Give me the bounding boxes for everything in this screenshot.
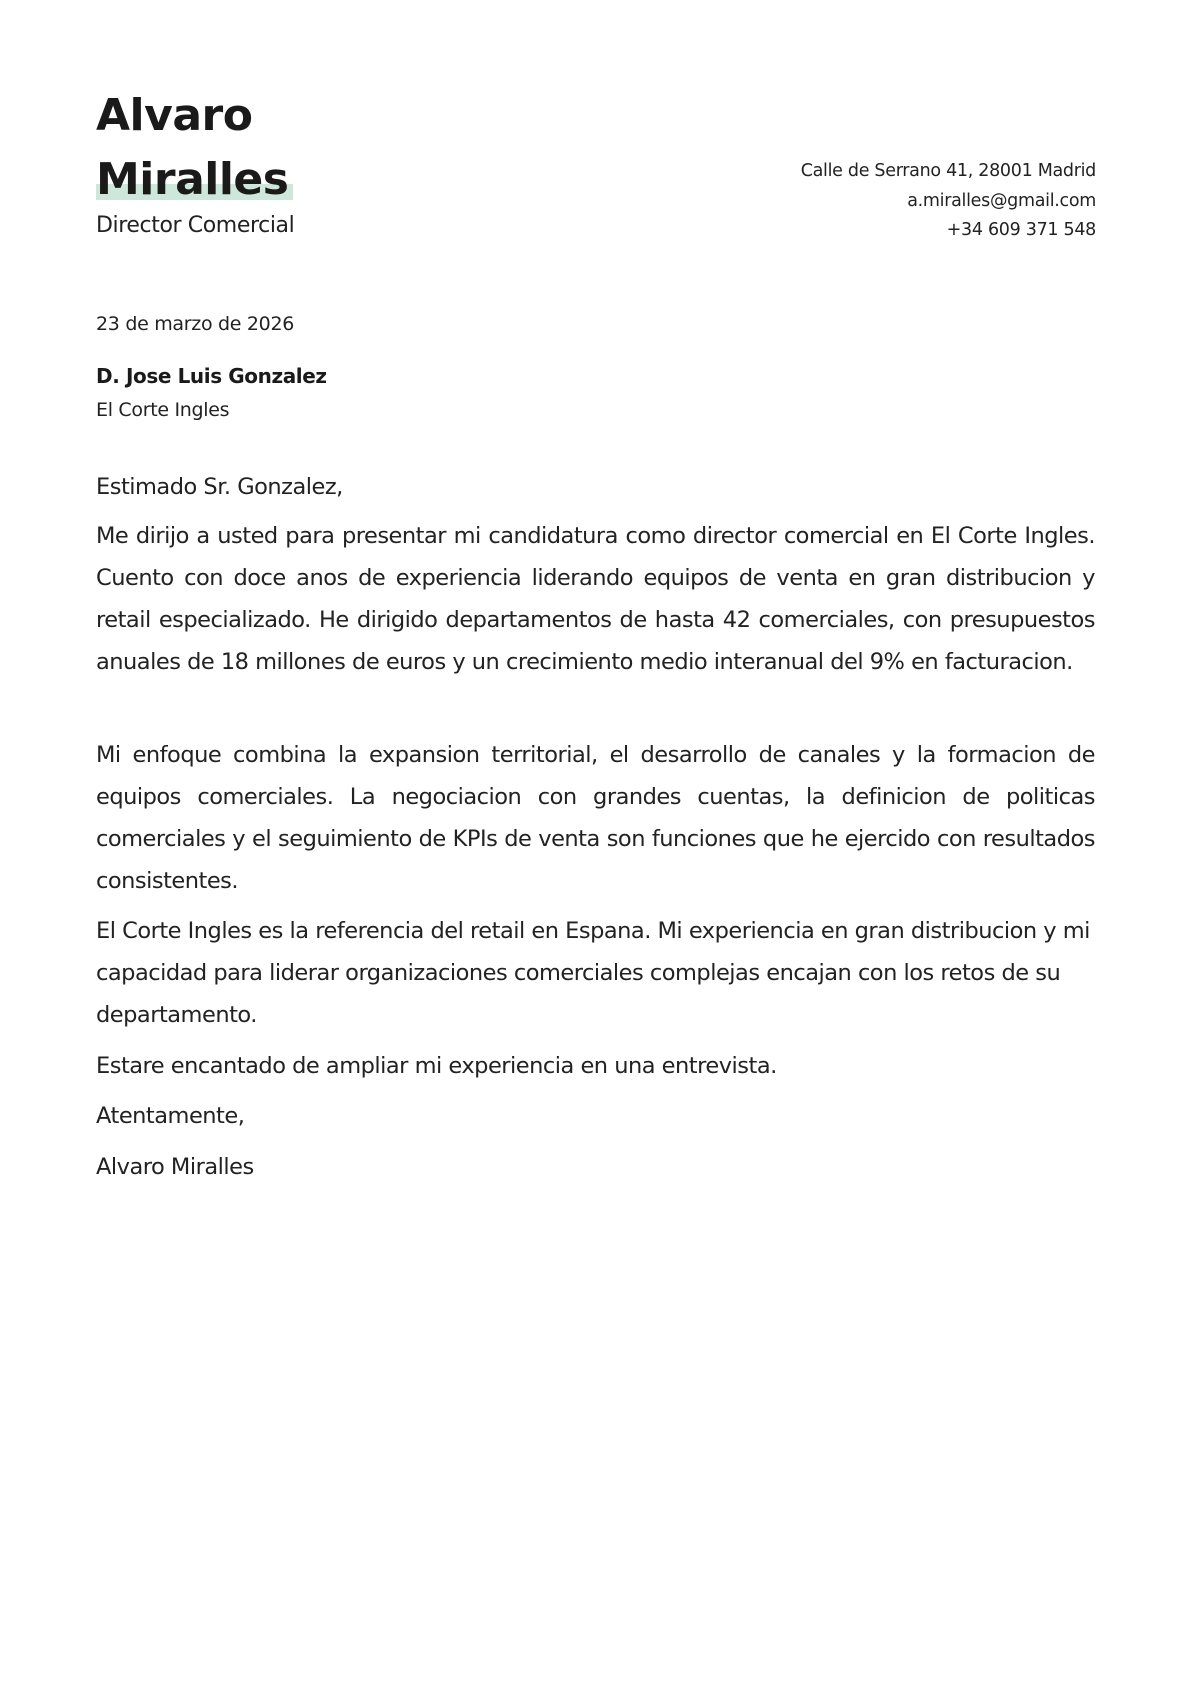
contact-phone: +34 609 371 548 xyxy=(946,220,1096,240)
contact-email: a.miralles@gmail.com xyxy=(907,190,1096,211)
recipient-company: El Corte Ingles xyxy=(96,399,230,421)
recipient-name: D. Jose Luis Gonzalez xyxy=(96,364,327,388)
paragraph-3: El Corte Ingles es la referencia del retail en Espana. Mi experiencia en gran distribucion y mi capacidad para liderar organizaciones comerciales complejas encajan con los retos de su departamento. xyxy=(96,918,1090,1028)
last-name: Miralles xyxy=(96,154,289,205)
last-name-wrap xyxy=(96,148,288,212)
paragraph-2: Mi enfoque combina la expansion territorial, el desarrollo de canales y la formacion de equipos comerciales. La negociacion con grandes cuentas, la definicion de politicas comerciales y el seguimiento de KPIs de venta son funciones que he ejercido con resultados consistentes. xyxy=(96,742,1095,894)
letter-date: 23 de marzo de 2026 xyxy=(96,313,295,335)
paragraph-1: Me dirijo a usted para presentar mi candidatura como director comercial en El Corte Ingles. Cuento con doce anos de experiencia liderando equipos de venta en gran distribucion y retail especializado. He dirigido departamentos de hasta 42 comerciales, con presupuestos anuales de 18 millones de euros y un crecimiento medio interanual del 9% en facturacion. xyxy=(96,523,1095,675)
name-block xyxy=(96,84,288,212)
closing: Atentamente, xyxy=(96,1103,245,1129)
signature: Alvaro Miralles xyxy=(96,1154,254,1180)
job-title: Director Comercial xyxy=(96,213,295,238)
contact-address: Calle de Serrano 41, 28001 Madrid xyxy=(800,161,1096,181)
contact-block xyxy=(801,157,1096,246)
paragraph-4: Estare encantado de ampliar mi experiencia en una entrevista. xyxy=(96,1053,777,1079)
salutation: Estimado Sr. Gonzalez, xyxy=(96,474,343,500)
first-name: Alvaro xyxy=(96,90,253,141)
